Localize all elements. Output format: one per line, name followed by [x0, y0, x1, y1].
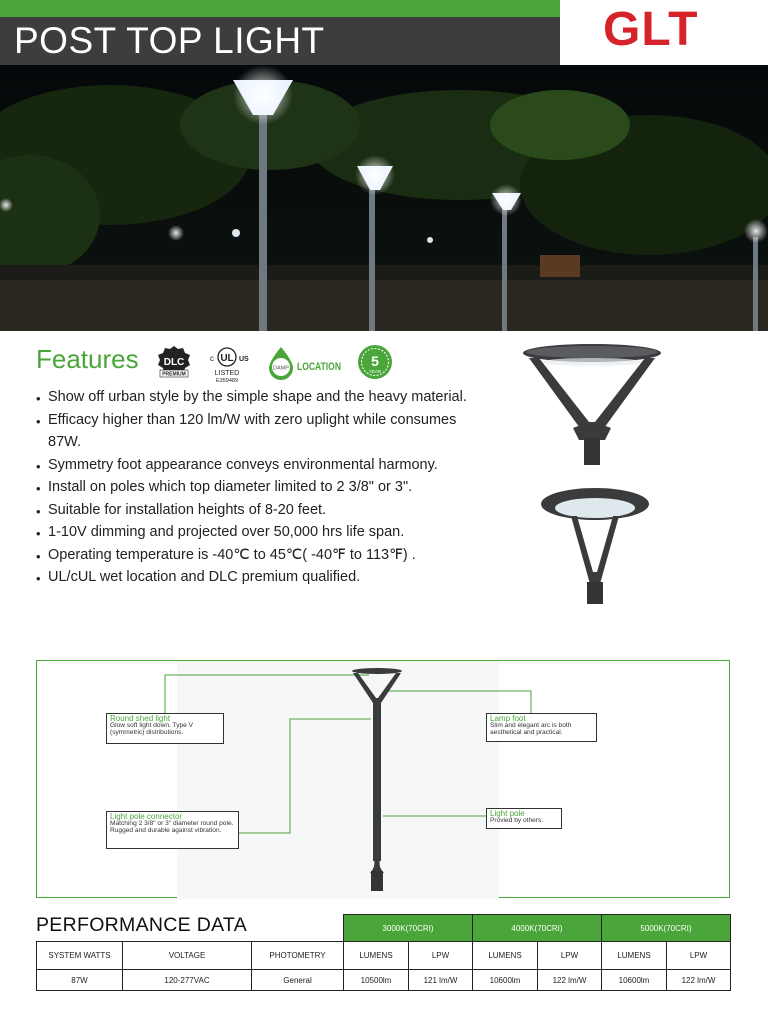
features-heading: Features [36, 344, 139, 374]
night-park-illustration [0, 65, 768, 331]
post-top-light-side-icon [515, 340, 665, 470]
feature-item: • Install on poles which top diameter limited to 2 3/8" or 3". [36, 476, 486, 499]
damp-location-badge [266, 345, 342, 381]
location-text: LOCATION [297, 361, 342, 373]
performance-table [36, 914, 731, 991]
feature-item: • Show off urban style by the simple shape and the heavy material. [36, 386, 486, 409]
column-header: LUMENS [473, 942, 538, 970]
page-title: POST TOP LIGHT [14, 20, 325, 61]
table-cell: 120-277VAC [123, 970, 252, 991]
callout-round-shed-light [106, 713, 224, 744]
damp-drop-icon [266, 345, 342, 381]
dlc-icon [157, 345, 191, 379]
table-header-row [37, 942, 731, 970]
callout-desc: Slim and elegant arc is both aesthetical and practical. [490, 722, 572, 736]
product-image-angle [535, 484, 655, 606]
table-group-header-row [37, 915, 731, 942]
feature-item: • Operating temperature is -40℃ to 45℃( -40℉ to 113℉) . [36, 544, 486, 567]
table-cell: 10600lm [473, 970, 538, 991]
feature-item: • 1-10V dimming and projected over 50,000 hrs life span. [36, 521, 486, 544]
ul-us-text: US [239, 356, 249, 363]
diagram-lamp-and-connectors [37, 661, 731, 899]
callout-lamp-foot [486, 713, 597, 742]
table-cell: 10600lm [602, 970, 667, 991]
cct-group-header: 4000K(70CRI) [473, 915, 602, 942]
callout-desc: Matching 2 3/8" or 3" diameter round pole. Rugged and durable against vibration. [110, 820, 234, 834]
warranty-years: 5 [371, 353, 379, 369]
damp-text: DAMP [273, 365, 289, 372]
column-header: LUMENS [344, 942, 409, 970]
column-header: SYSTEM WATTS [37, 942, 123, 970]
product-image-side [515, 340, 665, 470]
table-cell: 122 lm/W [667, 970, 731, 991]
callout-title: Lamp foot [490, 714, 526, 723]
ul-c-text: c [210, 354, 214, 363]
column-header: LUMENS [602, 942, 667, 970]
header-accent-strip [0, 0, 560, 17]
feature-diagram [36, 660, 730, 898]
warranty-icon [357, 344, 393, 380]
table-cell: 10500lm [344, 970, 409, 991]
callout-light-pole [486, 808, 562, 829]
cct-group-header: 3000K(70CRI) [344, 915, 473, 942]
cct-group-header: 5000K(70CRI) [602, 915, 731, 942]
ul-mark-text: UL [220, 353, 234, 364]
ul-listed-text: LISTED [214, 370, 240, 377]
table-cell: 87W [37, 970, 123, 991]
hero-photo [0, 65, 768, 331]
table-cell: General [252, 970, 344, 991]
table-cell: 121 lm/W [409, 970, 473, 991]
feature-item: • Suitable for installation heights of 8-20 feet. [36, 499, 486, 522]
dlc-premium-badge [157, 345, 191, 379]
feature-list [36, 386, 486, 589]
brand-logo: GLT [603, 3, 699, 56]
feature-item: • Efficacy higher than 120 lm/W with zero uplight while consumes 87W. [36, 409, 486, 454]
column-header: VOLTAGE [123, 942, 252, 970]
dlc-premium-text: PREMIUM [162, 371, 186, 378]
warranty-label: YEAR [368, 369, 382, 374]
post-top-light-angle-icon [535, 484, 655, 606]
callout-title: Round shed light [110, 714, 171, 723]
callout-title: Light pole [490, 809, 525, 818]
five-year-warranty-badge [357, 344, 393, 380]
feature-item: • UL/cUL wet location and DLC premium qualified. [36, 566, 486, 589]
column-header: LPW [667, 942, 731, 970]
performance-heading: PERFORMANCE DATA [36, 914, 248, 936]
callout-light-pole-connector [106, 811, 239, 849]
column-header: LPW [409, 942, 473, 970]
table-row [37, 970, 731, 991]
column-header: PHOTOMETRY [252, 942, 344, 970]
table-cell: 122 lm/W [538, 970, 602, 991]
ul-icon [208, 344, 252, 384]
column-header: LPW [538, 942, 602, 970]
callout-desc: Glow soft light down. Type V (symmetric) distributions. [110, 722, 194, 736]
ul-listed-badge [208, 344, 252, 384]
ul-number-text: E359489 [215, 378, 239, 384]
feature-item: • Symmetry foot appearance conveys environmental harmony. [36, 454, 486, 477]
dlc-badge-text: DLC [163, 357, 185, 368]
callout-desc: Provied by others. [490, 817, 544, 824]
callout-title: Light pole connector [110, 812, 183, 821]
